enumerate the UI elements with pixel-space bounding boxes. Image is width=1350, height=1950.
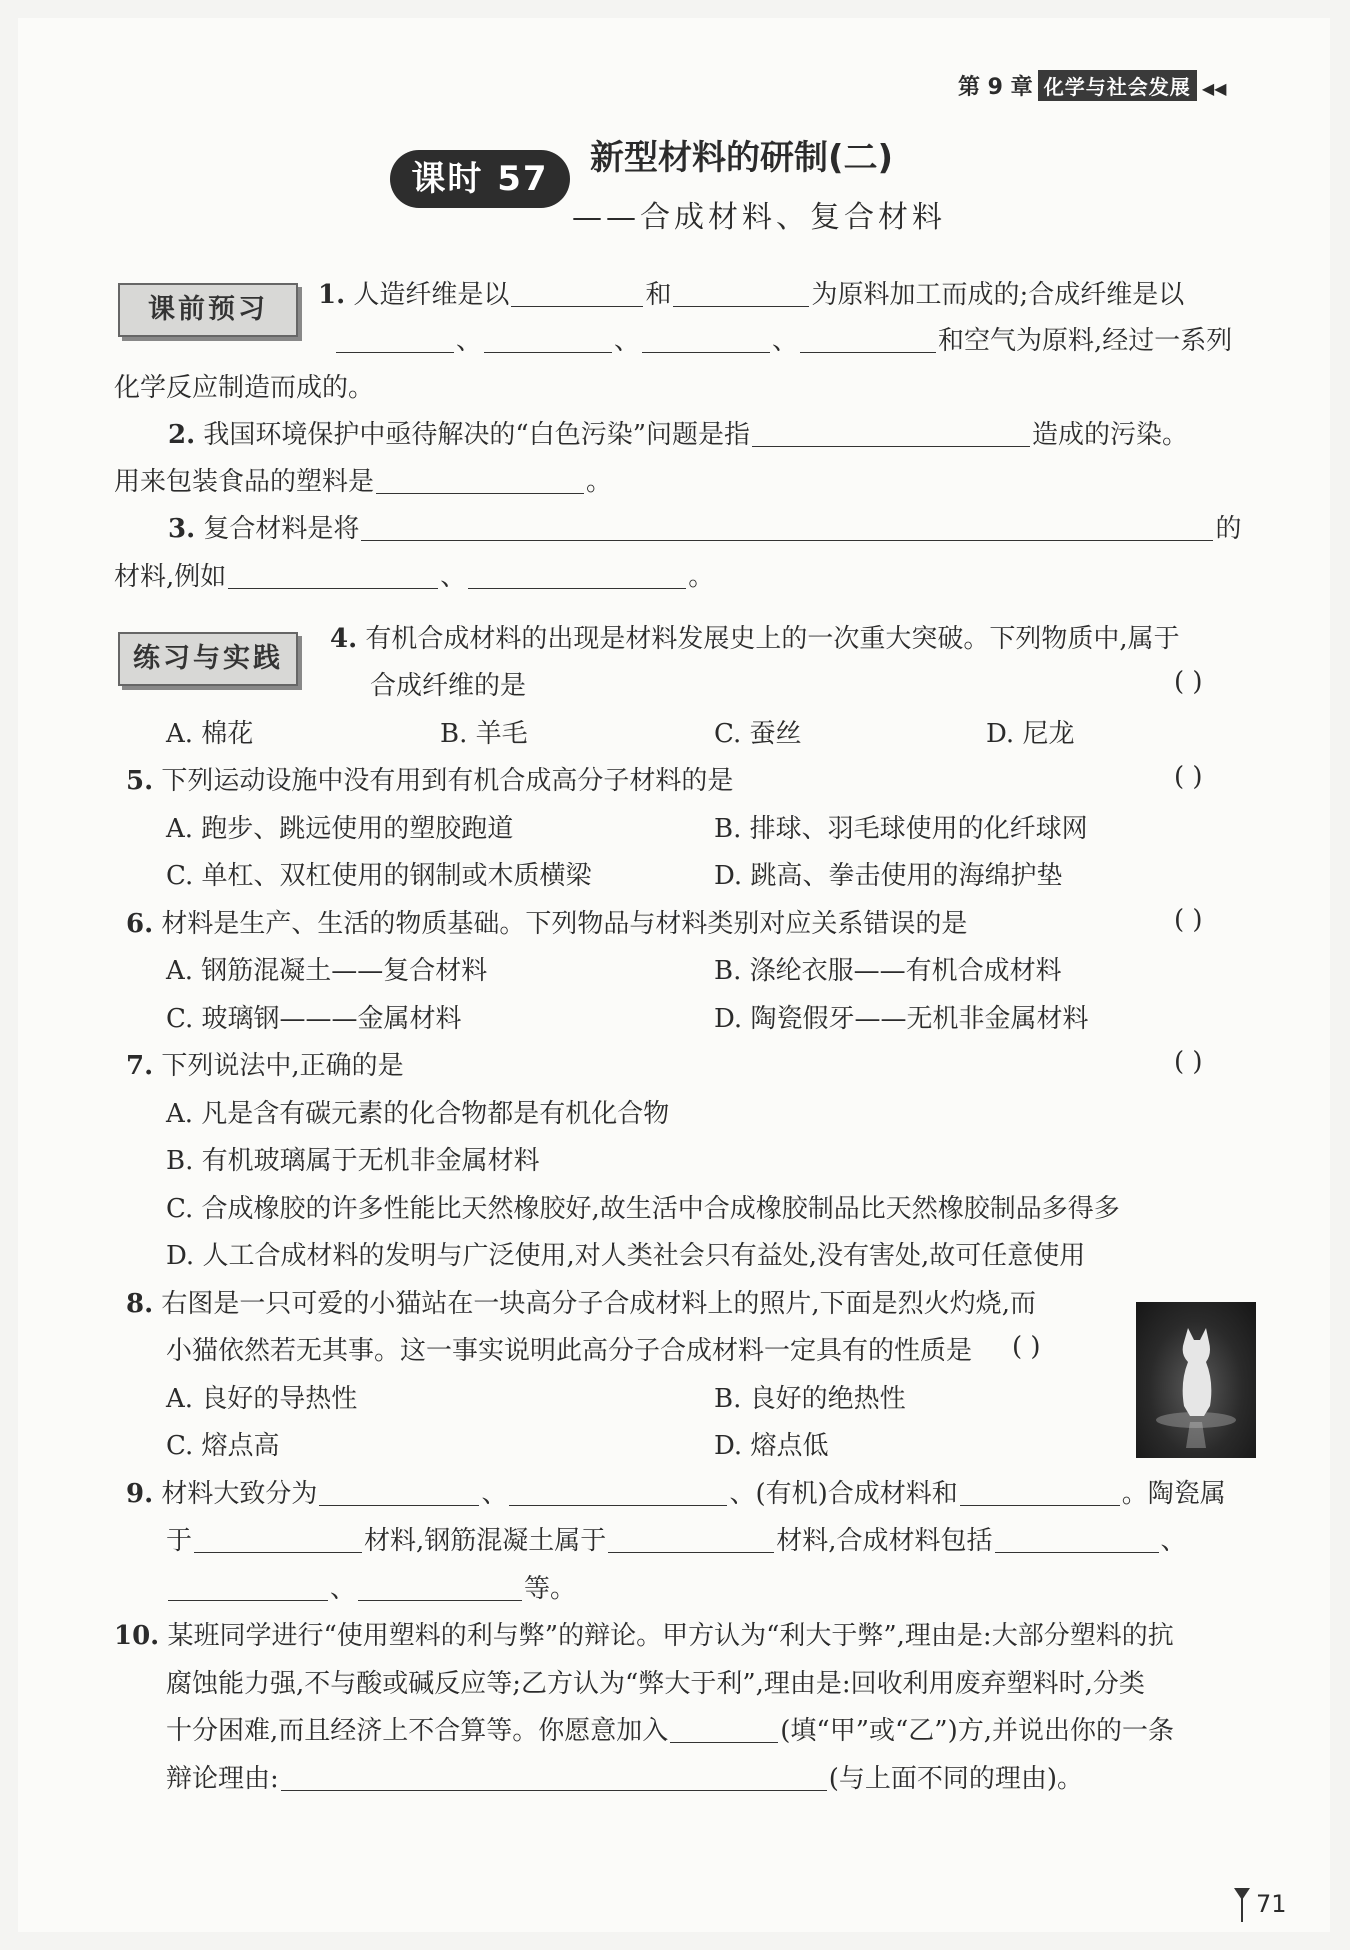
text: 。陶瓷属 bbox=[1121, 1479, 1226, 1509]
arrow-icon: ◀◀ bbox=[1201, 79, 1227, 98]
question-4-line-2: 合成纤维的是 bbox=[370, 671, 527, 701]
cat-silhouette-icon bbox=[1136, 1302, 1256, 1458]
option-a: A. 良好的导热性 bbox=[166, 1384, 358, 1414]
answer-blank[interactable] bbox=[752, 420, 1030, 447]
answer-blank[interactable] bbox=[511, 280, 643, 307]
question-number: 3. bbox=[168, 514, 196, 544]
answer-blank[interactable] bbox=[319, 1479, 479, 1506]
question-10-line-1 bbox=[114, 1617, 1174, 1655]
answer-blank[interactable] bbox=[960, 1479, 1120, 1506]
option-d: D. 跳高、拳击使用的海绵护垫 bbox=[714, 861, 1063, 891]
text: 于 bbox=[166, 1526, 193, 1556]
answer-blank[interactable] bbox=[670, 1716, 778, 1743]
option-c: C. 蚕丝 bbox=[714, 719, 802, 749]
answer-blank[interactable] bbox=[168, 1574, 328, 1601]
answer-blank[interactable] bbox=[509, 1479, 727, 1506]
answer-paren[interactable]: ( ) bbox=[1174, 905, 1203, 935]
question-number: 6. bbox=[126, 909, 154, 939]
text: 材料大致分为 bbox=[161, 1479, 318, 1509]
text: 、 bbox=[330, 1574, 357, 1604]
question-8-line-2: 小猫依然若无其事。这一事实说明此高分子合成材料一定具有的性质是 bbox=[166, 1336, 973, 1366]
chapter-header bbox=[958, 70, 1226, 101]
answer-paren[interactable]: ( ) bbox=[1174, 667, 1203, 697]
text: 、 bbox=[614, 326, 641, 356]
text: 等。 bbox=[524, 1574, 577, 1604]
answer-blank[interactable] bbox=[376, 467, 584, 494]
question-6-line-1 bbox=[126, 905, 967, 943]
text: 为原料加工而成的;合成纤维是以 bbox=[811, 280, 1185, 310]
page-number bbox=[1240, 1890, 1287, 1918]
question-9-line-2 bbox=[166, 1522, 1187, 1560]
answer-paren[interactable]: ( ) bbox=[1174, 1047, 1203, 1077]
question-9-line-3 bbox=[166, 1570, 576, 1608]
text: 人造纤维是以 bbox=[353, 280, 510, 310]
text: (填“甲”或“乙”)方,并说出你的一条 bbox=[780, 1716, 1174, 1746]
question-number: 8. bbox=[126, 1289, 154, 1319]
page-number-text: 71 bbox=[1256, 1890, 1287, 1918]
answer-paren[interactable]: ( ) bbox=[1174, 762, 1203, 792]
text: 十分困难,而且经济上不合算等。你愿意加入 bbox=[166, 1716, 669, 1746]
option-d: D. 尼龙 bbox=[986, 719, 1075, 749]
answer-blank[interactable] bbox=[642, 326, 770, 353]
answer-blank[interactable] bbox=[228, 562, 438, 589]
text: 、 bbox=[772, 326, 799, 356]
page-corner-icon bbox=[1232, 1886, 1254, 1922]
question-1-line-1 bbox=[318, 276, 1184, 314]
answer-blank[interactable] bbox=[995, 1526, 1159, 1553]
answer-blank[interactable] bbox=[484, 326, 612, 353]
option-a: A. 跑步、跳远使用的塑胶跑道 bbox=[166, 814, 514, 844]
chapter-tag: 化学与社会发展 bbox=[1038, 70, 1197, 101]
text: 材料,例如 bbox=[114, 562, 227, 592]
option-b: B. 涤纶衣服——有机合成材料 bbox=[714, 956, 1062, 986]
text: 材料是生产、生活的物质基础。下列物品与材料类别对应关系错误的是 bbox=[161, 909, 968, 939]
question-5-line-1 bbox=[126, 762, 733, 800]
section-preview-tag: 课前预习 bbox=[118, 283, 298, 337]
option-c: C. 合成橡胶的许多性能比天然橡胶好,故生活中合成橡胶制品比天然橡胶制品多得多 bbox=[166, 1194, 1120, 1224]
question-4-line-1 bbox=[330, 620, 1180, 658]
option-a: A. 凡是含有碳元素的化合物都是有机化合物 bbox=[166, 1099, 670, 1129]
option-a: A. 棉花 bbox=[166, 719, 254, 749]
text: 用来包装食品的塑料是 bbox=[114, 467, 375, 497]
answer-blank[interactable] bbox=[358, 1574, 522, 1601]
answer-blank[interactable] bbox=[673, 280, 809, 307]
text: 、 bbox=[1160, 1526, 1187, 1556]
text: (与上面不同的理由)。 bbox=[828, 1764, 1084, 1794]
question-3-line-2 bbox=[114, 558, 714, 596]
answer-paren[interactable]: ( ) bbox=[1012, 1332, 1041, 1362]
question-number: 2. bbox=[168, 420, 196, 450]
answer-blank[interactable] bbox=[608, 1526, 774, 1553]
text: 下列运动设施中没有用到有机合成高分子材料的是 bbox=[161, 766, 734, 796]
question-1-line-2 bbox=[334, 322, 1232, 360]
option-a: A. 钢筋混凝土——复合材料 bbox=[166, 956, 488, 986]
text: 。 bbox=[586, 467, 613, 497]
question-10-line-3 bbox=[166, 1712, 1174, 1750]
lesson-title: 新型材料的研制(二) bbox=[590, 138, 894, 178]
question-3-line-1 bbox=[168, 510, 1241, 548]
text: 下列说法中,正确的是 bbox=[161, 1051, 404, 1081]
text: 有机合成材料的出现是材料发展史上的一次重大突破。下列物质中,属于 bbox=[365, 624, 1180, 654]
question-number: 10. bbox=[114, 1621, 160, 1651]
question-number: 5. bbox=[126, 766, 154, 796]
text: 和空气为原料,经过一系列 bbox=[938, 326, 1233, 356]
option-b: B. 排球、羽毛球使用的化纤球网 bbox=[714, 814, 1088, 844]
text: 材料,合成材料包括 bbox=[776, 1526, 993, 1556]
chapter-label: 第 9 章 bbox=[958, 75, 1033, 100]
answer-blank[interactable] bbox=[800, 326, 936, 353]
lesson-subtitle: ——合成材料、复合材料 bbox=[572, 200, 946, 235]
question-number: 1. bbox=[318, 280, 346, 310]
option-c: C. 玻璃钢———金属材料 bbox=[166, 1004, 462, 1034]
answer-blank[interactable] bbox=[194, 1526, 362, 1553]
question-2-line-1 bbox=[168, 416, 1188, 454]
question-number: 9. bbox=[126, 1479, 154, 1509]
text: 右图是一只可爱的小猫站在一块高分子合成材料上的照片,下面是烈火灼烧,而 bbox=[161, 1289, 1036, 1319]
option-b: B. 羊毛 bbox=[440, 719, 528, 749]
text: 某班同学进行“使用塑料的利与弊”的辩论。甲方认为“利大于弊”,理由是:大部分塑料的抗 bbox=[167, 1621, 1174, 1651]
question-1-line-3: 化学反应制造而成的。 bbox=[114, 373, 375, 403]
text: 造成的污染。 bbox=[1032, 420, 1189, 450]
question-7-line-1 bbox=[126, 1047, 404, 1085]
text: 我国环境保护中亟待解决的“白色污染”问题是指 bbox=[203, 420, 751, 450]
text: 。 bbox=[688, 562, 715, 592]
question-number: 7. bbox=[126, 1051, 154, 1081]
section-practice-tag: 练习与实践 bbox=[118, 632, 298, 686]
question-8-line-1 bbox=[126, 1285, 1036, 1323]
cat-on-fire-photo bbox=[1136, 1302, 1256, 1458]
option-d: D. 人工合成材料的发明与广泛使用,对人类社会只有益处,没有害处,故可任意使用 bbox=[166, 1241, 1086, 1271]
question-10-line-2: 腐蚀能力强,不与酸或碱反应等;乙方认为“弊大于利”,理由是:回收利用废弃塑料时,分类 bbox=[166, 1669, 1145, 1699]
option-b: B. 良好的绝热性 bbox=[714, 1384, 906, 1414]
answer-blank[interactable] bbox=[361, 514, 1213, 541]
text: 复合材料是将 bbox=[203, 514, 360, 544]
text: 的 bbox=[1215, 514, 1242, 544]
text: 、 bbox=[456, 326, 483, 356]
text: 辩论理由: bbox=[166, 1764, 279, 1794]
text: 和 bbox=[645, 280, 672, 310]
option-b: B. 有机玻璃属于无机非金属材料 bbox=[166, 1146, 540, 1176]
option-d: D. 熔点低 bbox=[714, 1431, 829, 1461]
question-9-line-1 bbox=[126, 1475, 1226, 1513]
option-d: D. 陶瓷假牙——无机非金属材料 bbox=[714, 1004, 1089, 1034]
question-number: 4. bbox=[330, 624, 358, 654]
answer-blank[interactable] bbox=[468, 562, 686, 589]
option-c: C. 单杠、双杠使用的钢制或木质横梁 bbox=[166, 861, 592, 891]
text: 材料,钢筋混凝土属于 bbox=[364, 1526, 607, 1556]
text: 、 bbox=[440, 562, 467, 592]
question-10-line-4 bbox=[166, 1760, 1083, 1798]
answer-blank[interactable] bbox=[336, 326, 454, 353]
answer-blank[interactable] bbox=[281, 1764, 827, 1791]
option-c: C. 熔点高 bbox=[166, 1431, 280, 1461]
lesson-badge: 课时 57 bbox=[390, 150, 570, 208]
question-2-line-2 bbox=[114, 463, 612, 501]
text: 、 bbox=[481, 1479, 508, 1509]
text: 、(有机)合成材料和 bbox=[729, 1479, 958, 1509]
